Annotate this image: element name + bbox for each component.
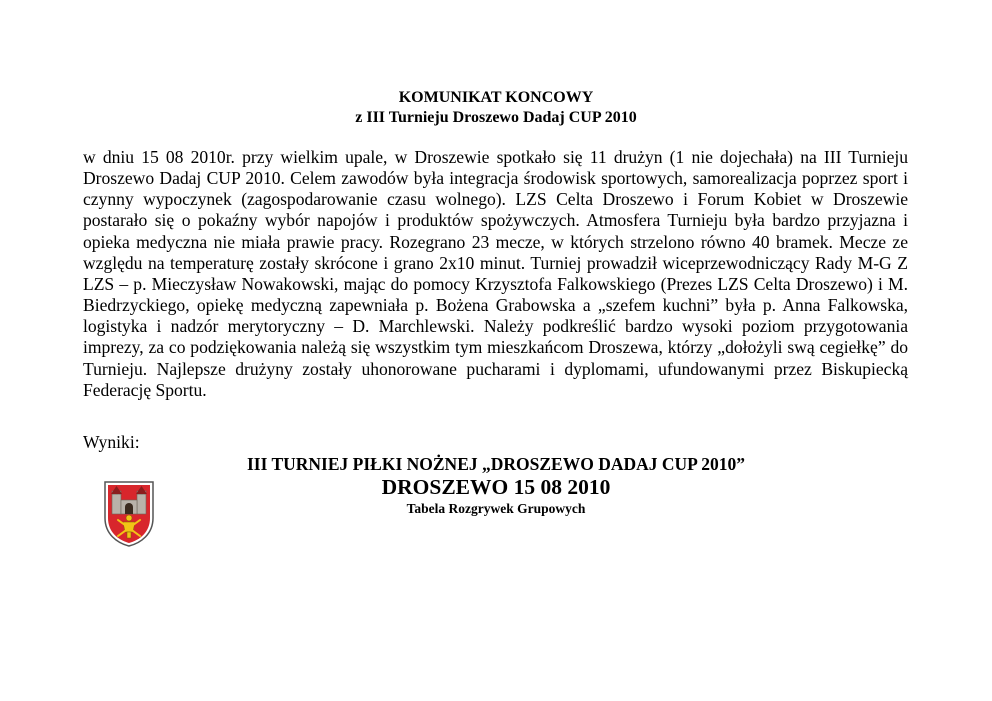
heading-line-1: KOMUNIKAT KONCOWY — [398, 89, 594, 106]
crest-gate — [125, 503, 133, 514]
results-label: Wyniki: — [83, 432, 140, 452]
heading-line-2: z III Turnieju Droszewo Dadaj CUP 2010 — [355, 109, 637, 126]
event-date: DROSZEWO 15 08 2010 — [381, 475, 611, 499]
table-subtitle: Tabela Rozgrywek Grupowych — [406, 501, 586, 516]
body-paragraph: w dniu 15 08 2010r. przy wielkim upale, w Droszewie spotkało się 11 drużyn (1 nie dojechała) na III Turnieju Droszewo Dadaj CUP 2010. Celem zawodów była integracja środowisk sportowych, samorealizacja poprzez sport i czynny wypoczynek (zagospodarowanie czasu wolnego). LZS Celta Droszewo i Forum Kobiet w Droszewie postarało się o pokaźny wybór napojów i produktów spożywczych. Atmosfera Turnieju była bardzo przyjazna i opieka medyczna nie miała prawie pracy. Rozegrano 23 mecze, w których strzelono równo 40 bramek. Mecze ze względu na temperaturę zostały skrócone i grano 2x10 minut. Turniej prowadził wiceprzewodniczący Rady M-G Z LZS – p. Mieczysław Nowakowski, mając do pomocy Krzysztofa Falkowskiego (Prezes LZS Celta Droszewo) i M. Biedrzyckiego, opiekę medyczną zapewniała p. Bożena Grabowska a „szefem kuchni” była p. Anna Falkowska, logistyka i nadzór merytoryczny – D. Marchlewski. Należy podkreślić bardzo wysoki poziom przygotowania imprezy, za co podziękowania należą się wszystkim tym mieszkańcom Droszewa, którzy „dołożyli swą cegiełkę” do Turnieju. Najlepsze drużyny zostały uhonorowane pucharami i dyplomami, ufundowanymi przez Biskupiecką Federację Sportu. — [83, 147, 908, 400]
town-coat-of-arms-icon — [103, 480, 155, 548]
document-heading — [0, 88, 992, 128]
tournament-title: III TURNIEJ PIŁKI NOŻNEJ „DROSZEWO DADAJ CUP 2010” — [246, 454, 745, 474]
